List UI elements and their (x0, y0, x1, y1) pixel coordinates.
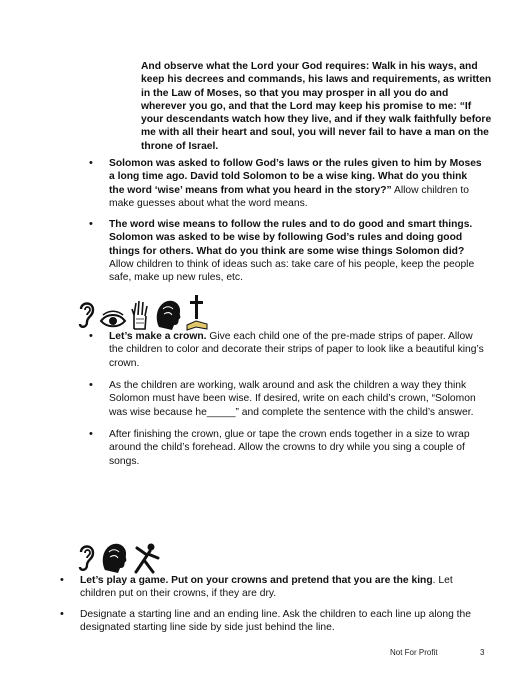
eye-icon (99, 309, 127, 331)
bullet-text: Allow children to make guesses about what the word means. (109, 184, 469, 209)
list-item (60, 574, 490, 601)
page-footer (390, 648, 500, 658)
bullet-text: Give each child one of the pre-made strips of paper. Allow the children to color and decorate their strips of paper to look like a beautiful king’s crown. (109, 331, 484, 369)
bullet-text: As the children are working, walk around and ask the children a way they think Solomon must have been wise. If desired, write on each child’s crown, “Solomon was wise because he_____” and complete the sentence with the child’s answer. (109, 380, 476, 418)
activity-icons-row (75, 540, 161, 574)
bullet-bold-text: Let’s play a game. Put on your crowns and pretend that you are the king (80, 575, 433, 586)
list-item (89, 330, 484, 370)
bullet-text: . Let children put on their crowns, if they are dry. (80, 575, 453, 600)
bullet-glyph: • (60, 574, 64, 586)
hand-icon (129, 299, 151, 331)
page-number: 3 (480, 648, 485, 657)
list-item (89, 379, 484, 419)
list-item (89, 218, 484, 284)
bullet-glyph: • (89, 330, 93, 342)
bullet-bold-text: Let’s make a crown. (109, 331, 207, 342)
ear-icon (75, 542, 97, 574)
footer-label: Not For Profit (390, 648, 438, 657)
bullet-glyph: • (89, 428, 93, 440)
list-item (89, 428, 484, 468)
bullet-text: Designate a starting line and an ending line. Ask the children to each line up along the designated starting line side by side just behind the line. (80, 609, 471, 634)
bullet-text: Allow children to think of ideas such as: take care of his people, keep the people safe, make up new rules, etc. (109, 258, 475, 284)
head-silhouette-icon (153, 297, 183, 331)
list-item (60, 608, 490, 635)
bullet-glyph: • (89, 157, 93, 169)
bullet-glyph: • (89, 218, 93, 230)
ear-icon (75, 299, 97, 331)
cross-bible-icon (185, 293, 209, 331)
bullet-bold-text: Solomon was asked to follow God’s laws or the rules given to him by Moses a long time ago. David told Solomon to be a wise king. What do you think the word ‘wise’ means from what you heard in the story?” (109, 158, 482, 196)
stretching-person-icon (131, 542, 161, 574)
bullet-bold-text: The word wise means to follow the rules and to do good and smart things. Solomon was asked to be wise by following God’s rules and doing good things for others. What do you think are some wise things Solomon did? (109, 219, 473, 257)
bullet-text: After finishing the crown, glue or tape the crown ends together in a size to wrap around the child’s forehead. Allow the crowns to dry while you sing a couple of songs. (109, 429, 470, 467)
activity-icons-row (75, 293, 209, 331)
bullet-glyph: • (89, 379, 93, 391)
bullet-glyph: • (60, 608, 64, 620)
head-silhouette-icon (99, 540, 129, 574)
list-item (89, 157, 484, 210)
scripture-quote: And observe what the Lord your God requires: Walk in his ways, and keep his decrees and commands, his laws and requirements, as written in the Law of Moses, so that you may prosper in all you do and wherever you go, and that the Lord may keep his promise to me: “If your descendants watch how they live, and if they walk faithfully before me with all their heart and soul, you will never fail to have a man on the throne of Israel. (141, 61, 492, 152)
